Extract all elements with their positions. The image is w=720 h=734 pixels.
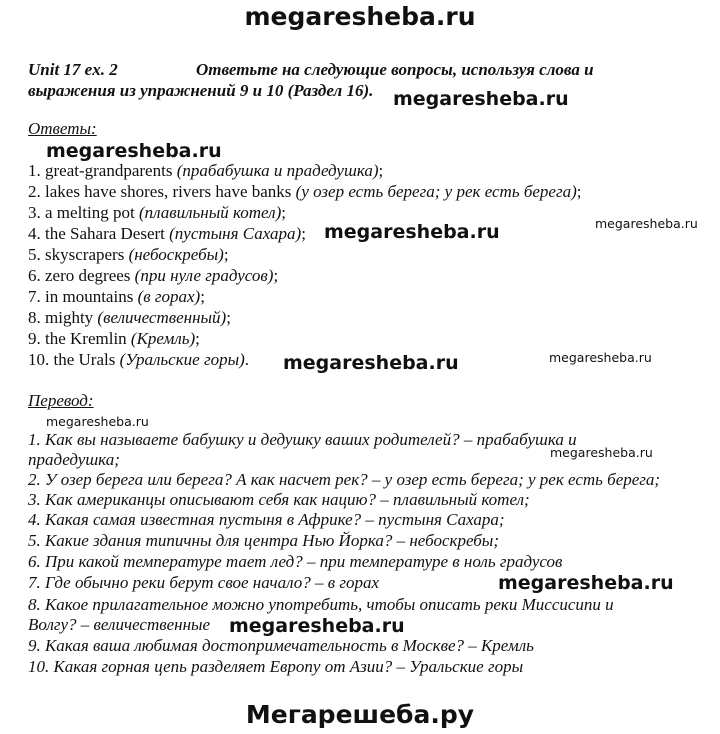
answer-en: 6. zero degrees	[28, 266, 135, 285]
answer-end: ;	[200, 287, 205, 306]
top-watermark: megaresheba.ru	[244, 2, 476, 31]
inline-watermark: megaresheba.ru	[46, 140, 222, 162]
answer-en: 8. mighty	[28, 308, 98, 327]
answer-end: ;	[223, 245, 229, 264]
answer-ru: (Уральские горы)	[119, 350, 245, 369]
answer-item	[28, 203, 286, 223]
translation-line: 6. При какой температуре тает лед? – при температуре в ноль градусов	[28, 552, 563, 571]
answer-item	[28, 161, 383, 181]
inline-watermark: megaresheba.ru	[550, 445, 653, 460]
answer-end: ;	[576, 182, 582, 201]
answer-end: ;	[378, 161, 384, 180]
inline-watermark: megaresheba.ru	[46, 414, 149, 429]
answer-end: ;	[226, 308, 231, 327]
translation-line: прадедушка;	[28, 450, 120, 469]
translation-line: 10. Какая горная цепь разделяет Европу от Азии? – Уральские горы	[28, 657, 524, 676]
translation-title: Перевод:	[28, 391, 94, 410]
answer-end: ;	[195, 329, 200, 348]
translation-line: Волгу? – величественные	[28, 615, 211, 634]
task-line-2: выражения из упражнений 9 и 10 (Раздел 16).	[28, 81, 374, 100]
unit-label: Unit 17 ex. 2	[28, 60, 118, 79]
answer-end: .	[244, 350, 250, 369]
answer-item	[28, 182, 582, 202]
inline-watermark: megaresheba.ru	[229, 615, 405, 637]
translation-line: 4. Какая самая известная пустыня в Африке? – пустыня Сахара;	[28, 510, 505, 529]
translation-line: 2. У озер берега или берега? А как насчет рек? – у озер есть берега; у рек есть берега;	[28, 470, 661, 489]
answer-end: ;	[281, 203, 286, 222]
answer-en: 5. skyscrapers	[28, 245, 129, 264]
answer-ru: (Кремль)	[130, 329, 196, 348]
answer-en: 9. the Kremlin	[28, 329, 131, 348]
answer-ru: (плавильный котел)	[138, 203, 282, 222]
answers-title: Ответы:	[28, 119, 97, 138]
answer-ru: (величественный)	[97, 308, 227, 327]
translation-line: 3. Как американцы описывают себя как нацию? – плавильный котел;	[28, 490, 530, 509]
answer-item	[28, 266, 278, 286]
translation-line: 9. Какая ваша любимая достопримечательность в Москве? – Кремль	[28, 636, 534, 655]
translation-line: 8. Какое прилагательное можно употребить, чтобы описать реки Миссисипи и	[28, 595, 614, 614]
answer-en: 3. a melting pot	[28, 203, 139, 222]
inline-watermark: megaresheba.ru	[595, 216, 698, 231]
inline-watermark: megaresheba.ru	[393, 88, 569, 110]
answer-en: 2. lakes have shores, rivers have banks	[28, 182, 296, 201]
answer-ru: (небоскребы)	[128, 245, 224, 264]
answer-item	[28, 287, 205, 307]
answer-en: 7. in mountains	[28, 287, 138, 306]
answer-ru: (в горах)	[137, 287, 201, 306]
answer-en: 1. great-grandparents	[28, 161, 177, 180]
inline-watermark: megaresheba.ru	[498, 572, 674, 594]
translation-line: 1. Как вы называете бабушку и дедушку ваших родителей? – прабабушка и	[28, 430, 577, 449]
answer-en: 4. the Sahara Desert	[28, 224, 170, 243]
inline-watermark: megaresheba.ru	[283, 352, 459, 374]
translation-line: 5. Какие здания типичны для центра Нью Йорка? – небоскребы;	[28, 531, 499, 550]
bottom-watermark: Мегарешеба.ру	[245, 700, 475, 729]
inline-watermark: megaresheba.ru	[549, 350, 652, 365]
answer-ru: (при нуле градусов)	[134, 266, 274, 285]
answer-item	[28, 245, 229, 265]
answer-en: 10. the Urals	[28, 350, 120, 369]
task-line-1: Ответьте на следующие вопросы, используя слова и	[196, 60, 594, 79]
answer-ru: (пустыня Сахара)	[169, 224, 302, 243]
answer-item	[28, 308, 231, 328]
answer-item	[28, 329, 200, 349]
translation-line: 7. Где обычно реки берут свое начало? – в горах	[28, 573, 380, 592]
answer-end: ;	[273, 266, 279, 285]
answer-ru: (прабабушка и прадедушка)	[176, 161, 379, 180]
answer-item	[28, 224, 306, 244]
inline-watermark: megaresheba.ru	[324, 221, 500, 243]
answer-end: ;	[301, 224, 306, 243]
answer-ru: (у озер есть берега; у рек есть берега)	[295, 182, 577, 201]
answer-item	[28, 350, 249, 370]
